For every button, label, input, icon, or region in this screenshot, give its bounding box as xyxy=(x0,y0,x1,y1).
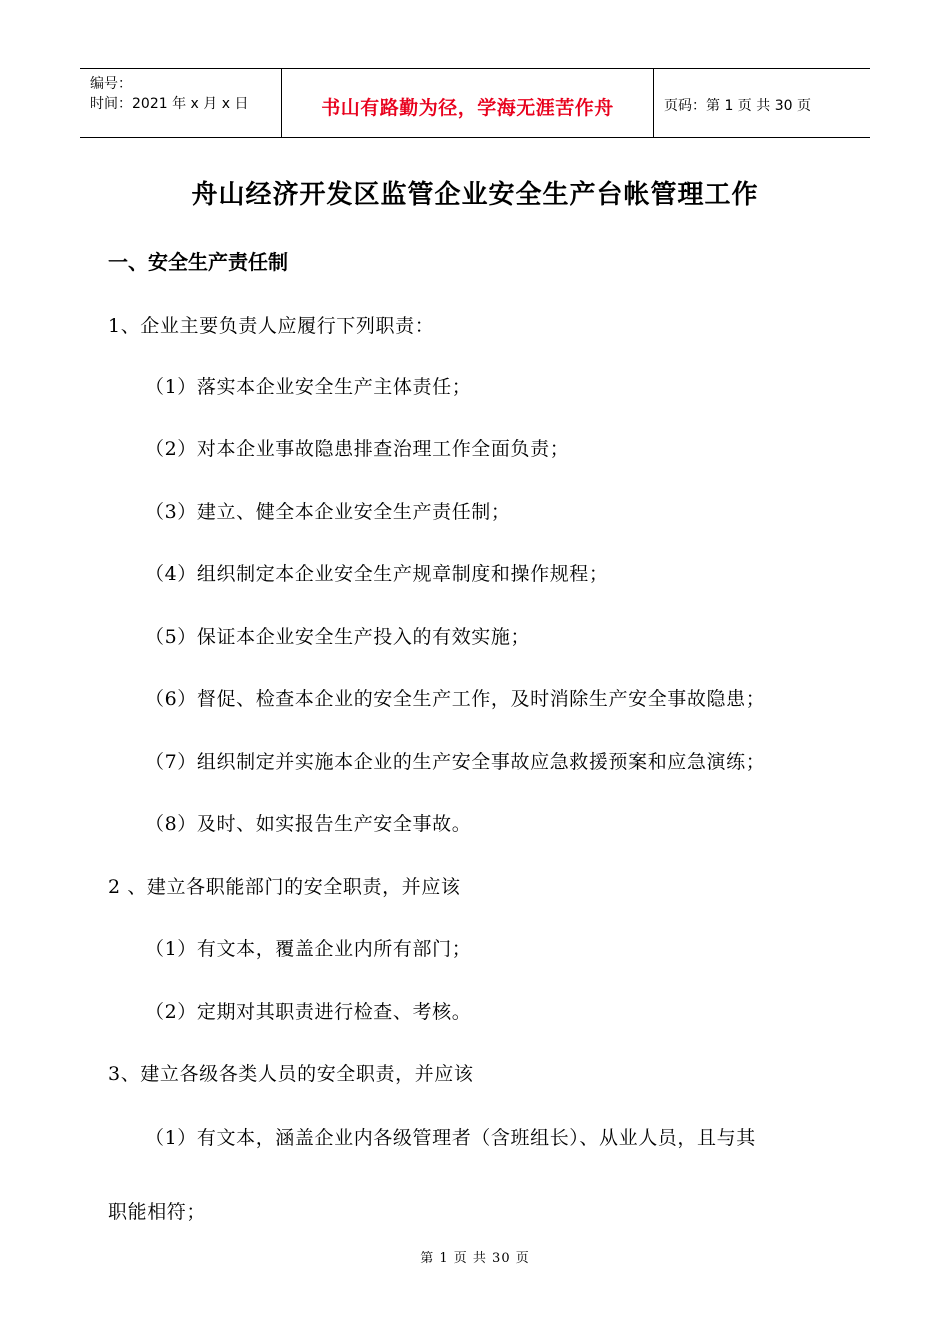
paragraph-line: （6）督促、检查本企业的安全生产工作，及时消除生产安全事故隐患； xyxy=(145,688,766,710)
section-heading: 一、安全生产责任制 xyxy=(108,250,288,274)
paragraph-line: 1、企业主要负责人应履行下列职责： xyxy=(108,315,435,337)
paragraph-line: 2 、建立各职能部门的安全职责，并应该 xyxy=(108,876,461,898)
paragraph-line: 职能相符； xyxy=(108,1201,207,1223)
header-left-cell xyxy=(80,69,281,137)
page-header xyxy=(80,68,870,138)
header-motto-cell xyxy=(281,69,654,137)
paragraph-line: （7）组织制定并实施本企业的生产安全事故应急救援预案和应急演练； xyxy=(145,751,766,773)
paragraph-line: （3）建立、健全本企业安全生产责任制； xyxy=(145,501,511,523)
paragraph-line: （4）组织制定本企业安全生产规章制度和操作规程； xyxy=(145,563,609,585)
document-title: 舟山经济开发区监管企业安全生产台帐管理工作 xyxy=(191,180,759,210)
header-right-cell xyxy=(654,69,870,137)
document-number-label: 编号： xyxy=(90,76,132,92)
paragraph-line: 3、建立各级各类人员的安全职责，并应该 xyxy=(108,1063,474,1085)
paragraph-line: （8）及时、如实报告生产安全事故。 xyxy=(145,813,472,835)
paragraph-line: （2）对本企业事故隐患排查治理工作全面负责； xyxy=(145,438,570,460)
page-footer: 第 1 页 共 30 页 xyxy=(420,1251,530,1266)
header-page-info: 页码：第 1 页 共 30 页 xyxy=(664,98,811,114)
paragraph-line: （5）保证本企业安全生产投入的有效实施； xyxy=(145,626,531,648)
paragraph-line: （2）定期对其职责进行检查、考核。 xyxy=(145,1001,472,1023)
paragraph-line: （1）落实本企业安全生产主体责任； xyxy=(145,376,472,398)
paragraph-line: （1）有文本，涵盖企业内各级管理者（含班组长）、从业人员，且与其 xyxy=(145,1127,756,1149)
paragraph-line: （1）有文本，覆盖企业内所有部门； xyxy=(145,938,472,960)
document-date: 时间：2021 年 x 月 x 日 xyxy=(90,96,249,112)
header-motto: 书山有路勤为径，学海无涯苦作舟 xyxy=(321,97,614,119)
